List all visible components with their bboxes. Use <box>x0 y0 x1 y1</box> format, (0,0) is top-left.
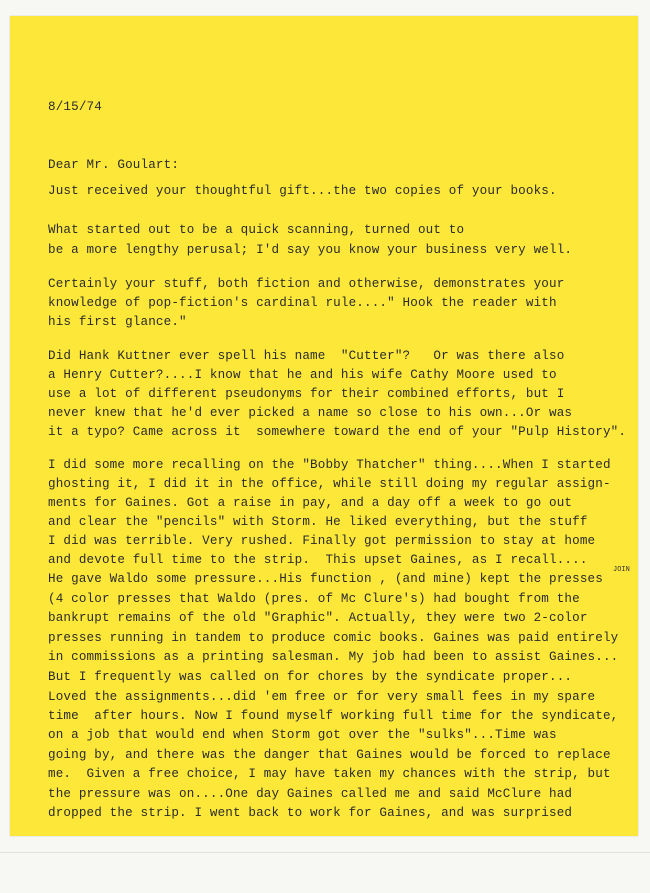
letter-line: Did Hank Kuttner ever spell his name "Cutter"? Or was there also <box>48 349 565 363</box>
letter-line: bankrupt remains of the old "Graphic". Actually, they were two 2-color <box>48 611 588 625</box>
letter-line: Loved the assignments...did 'em free or for very small fees in my spare <box>48 690 596 704</box>
letter-line: use a lot of different pseudonyms for their combined efforts, but I <box>48 387 565 401</box>
letter-line: me. Given a free choice, I may have taken my chances with the strip, but <box>48 767 611 781</box>
letter-date: 8/15/74 <box>48 100 102 114</box>
letter-line: What started out to be a quick scanning, turned out to <box>48 223 465 237</box>
letter-line: and clear the "pencils" with Storm. He liked everything, but the stuff <box>48 515 588 529</box>
letter-line: going by, and there was the danger that Gaines would be forced to replace <box>48 748 611 762</box>
letter-line: Just received your thoughtful gift...the two copies of your books. <box>48 184 557 198</box>
letter-line: be a more lengthy perusal; I'd say you know your business very well. <box>48 243 573 257</box>
letter-line: (4 color presses that Waldo (pres. of Mc Clure's) had bought from the <box>48 592 580 606</box>
letter-line: ments for Gaines. Got a raise in pay, and a day off a week to go out <box>48 496 573 510</box>
margin-note: JOIN <box>613 566 630 574</box>
letter-line: I did some more recalling on the "Bobby Thatcher" thing....When I started <box>48 458 611 472</box>
letter-line: time after hours. Now I found myself working full time for the syndicate, <box>48 709 619 723</box>
letter-line: and devote full time to the strip. This upset Gaines, as I recall.... <box>48 553 588 567</box>
letter-line: a Henry Cutter?....I know that he and his wife Cathy Moore used to <box>48 368 557 382</box>
letter-line: He gave Waldo some pressure...His function , (and mine) kept the presses <box>48 572 603 586</box>
letter-line: presses running in tandem to produce comic books. Gaines was paid entirely <box>48 631 619 645</box>
letter-line: But I frequently was called on for chores by the syndicate proper... <box>48 670 573 684</box>
letter-line: ghosting it, I did it in the office, while still doing my regular assign- <box>48 477 611 491</box>
scan-edge-divider <box>0 852 650 853</box>
letter-line: the pressure was on....One day Gaines called me and said McClure had <box>48 787 573 801</box>
letter-line: I did was terrible. Very rushed. Finally got permission to stay at home <box>48 534 596 548</box>
letter-line: it a typo? Came across it somewhere toward the end of your "Pulp History". <box>48 425 627 439</box>
letter-line: never knew that he'd ever picked a name so close to his own...Or was <box>48 406 573 420</box>
letter-line: in commissions as a printing salesman. My job had been to assist Gaines... <box>48 650 619 664</box>
letter-line: on a job that would end when Storm got over the "sulks"...Time was <box>48 728 557 742</box>
letter-line: dropped the strip. I went back to work for Gaines, and was surprised <box>48 806 573 820</box>
letter-line: knowledge of pop-fiction's cardinal rule...." Hook the reader with <box>48 296 557 310</box>
letter-line: Dear Mr. Goulart: <box>48 158 180 172</box>
letter-line: his first glance." <box>48 315 187 329</box>
letter-line: Certainly your stuff, both fiction and otherwise, demonstrates your <box>48 277 565 291</box>
